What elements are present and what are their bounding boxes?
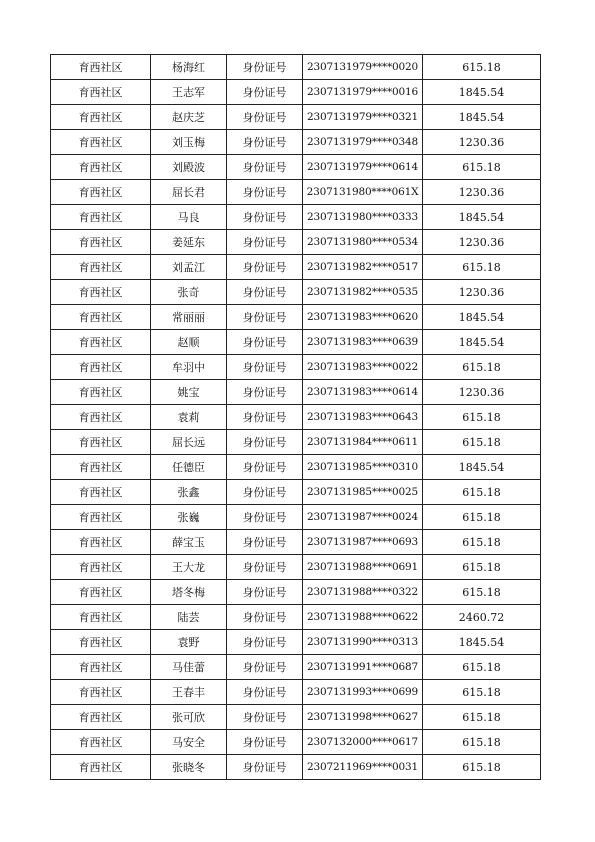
table-row (51, 580, 541, 605)
id-number-cell: 2307131982****0535 (303, 280, 423, 305)
amount-cell: 1230.36 (423, 130, 541, 155)
name-cell: 刘玉梅 (151, 130, 227, 155)
table-row (51, 330, 541, 355)
id-number-cell: 2307131983****0022 (303, 355, 423, 380)
table-row (51, 530, 541, 555)
id-type-cell: 身份证号 (227, 705, 303, 730)
amount-cell: 615.18 (423, 505, 541, 530)
document-page (50, 54, 540, 780)
community-cell: 育西社区 (51, 605, 151, 630)
amount-cell: 615.18 (423, 580, 541, 605)
table-row (51, 655, 541, 680)
community-cell: 育西社区 (51, 480, 151, 505)
amount-cell: 615.18 (423, 355, 541, 380)
table-row (51, 705, 541, 730)
community-cell: 育西社区 (51, 430, 151, 455)
id-type-cell: 身份证号 (227, 280, 303, 305)
community-cell: 育西社区 (51, 380, 151, 405)
id-type-cell: 身份证号 (227, 230, 303, 255)
table-row (51, 130, 541, 155)
name-cell: 赵顺 (151, 330, 227, 355)
amount-cell: 615.18 (423, 55, 541, 80)
table-row (51, 680, 541, 705)
name-cell: 马良 (151, 205, 227, 230)
id-type-cell: 身份证号 (227, 605, 303, 630)
community-cell: 育西社区 (51, 155, 151, 180)
id-type-cell: 身份证号 (227, 655, 303, 680)
id-number-cell: 2307131985****0025 (303, 480, 423, 505)
table-row (51, 305, 541, 330)
id-number-cell: 2307131980****061X (303, 180, 423, 205)
id-number-cell: 2307131979****0321 (303, 105, 423, 130)
id-number-cell: 2307131979****0348 (303, 130, 423, 155)
amount-cell: 1845.54 (423, 455, 541, 480)
id-number-cell: 2307131983****0614 (303, 380, 423, 405)
id-type-cell: 身份证号 (227, 380, 303, 405)
id-type-cell: 身份证号 (227, 155, 303, 180)
community-cell: 育西社区 (51, 330, 151, 355)
name-cell: 袁野 (151, 630, 227, 655)
name-cell: 张鑫 (151, 480, 227, 505)
community-cell: 育西社区 (51, 730, 151, 755)
id-type-cell: 身份证号 (227, 130, 303, 155)
name-cell: 姜延东 (151, 230, 227, 255)
id-type-cell: 身份证号 (227, 430, 303, 455)
name-cell: 任德臣 (151, 455, 227, 480)
community-cell: 育西社区 (51, 130, 151, 155)
amount-cell: 1230.36 (423, 180, 541, 205)
amount-cell: 1845.54 (423, 330, 541, 355)
name-cell: 张巍 (151, 505, 227, 530)
id-type-cell: 身份证号 (227, 205, 303, 230)
community-cell: 育西社区 (51, 255, 151, 280)
amount-cell: 1230.36 (423, 380, 541, 405)
table-row (51, 255, 541, 280)
amount-cell: 1845.54 (423, 305, 541, 330)
id-number-cell: 2307132000****0617 (303, 730, 423, 755)
id-number-cell: 2307131980****0333 (303, 205, 423, 230)
table-row (51, 430, 541, 455)
id-number-cell: 2307131988****0691 (303, 555, 423, 580)
table-row (51, 605, 541, 630)
id-number-cell: 2307131988****0322 (303, 580, 423, 605)
amount-cell: 615.18 (423, 430, 541, 455)
table-row (51, 205, 541, 230)
id-type-cell: 身份证号 (227, 180, 303, 205)
community-cell: 育西社区 (51, 55, 151, 80)
subsidy-table (50, 54, 541, 780)
amount-cell: 615.18 (423, 705, 541, 730)
id-type-cell: 身份证号 (227, 630, 303, 655)
community-cell: 育西社区 (51, 655, 151, 680)
id-number-cell: 2307131980****0534 (303, 230, 423, 255)
id-number-cell: 2307131983****0620 (303, 305, 423, 330)
id-number-cell: 2307131998****0627 (303, 705, 423, 730)
community-cell: 育西社区 (51, 505, 151, 530)
amount-cell: 615.18 (423, 555, 541, 580)
id-type-cell: 身份证号 (227, 530, 303, 555)
id-type-cell: 身份证号 (227, 55, 303, 80)
name-cell: 刘孟江 (151, 255, 227, 280)
community-cell: 育西社区 (51, 205, 151, 230)
id-number-cell: 2307131990****0313 (303, 630, 423, 655)
table-row (51, 480, 541, 505)
table-body (51, 55, 541, 780)
amount-cell: 615.18 (423, 755, 541, 780)
amount-cell: 615.18 (423, 155, 541, 180)
id-type-cell: 身份证号 (227, 505, 303, 530)
id-number-cell: 2307211969****0031 (303, 755, 423, 780)
table-row (51, 405, 541, 430)
amount-cell: 615.18 (423, 680, 541, 705)
amount-cell: 1230.36 (423, 280, 541, 305)
id-type-cell: 身份证号 (227, 730, 303, 755)
name-cell: 刘殿波 (151, 155, 227, 180)
community-cell: 育西社区 (51, 280, 151, 305)
table-row (51, 755, 541, 780)
community-cell: 育西社区 (51, 755, 151, 780)
id-number-cell: 2307131983****0639 (303, 330, 423, 355)
table-row (51, 55, 541, 80)
table-row (51, 630, 541, 655)
id-type-cell: 身份证号 (227, 755, 303, 780)
id-number-cell: 2307131988****0622 (303, 605, 423, 630)
community-cell: 育西社区 (51, 80, 151, 105)
amount-cell: 615.18 (423, 530, 541, 555)
amount-cell: 1845.54 (423, 105, 541, 130)
table-row (51, 505, 541, 530)
community-cell: 育西社区 (51, 705, 151, 730)
id-type-cell: 身份证号 (227, 405, 303, 430)
amount-cell: 615.18 (423, 255, 541, 280)
id-number-cell: 2307131979****0020 (303, 55, 423, 80)
id-type-cell: 身份证号 (227, 105, 303, 130)
community-cell: 育西社区 (51, 105, 151, 130)
name-cell: 赵庆芝 (151, 105, 227, 130)
table-row (51, 230, 541, 255)
community-cell: 育西社区 (51, 180, 151, 205)
name-cell: 王春丰 (151, 680, 227, 705)
amount-cell: 1845.54 (423, 630, 541, 655)
amount-cell: 2460.72 (423, 605, 541, 630)
id-number-cell: 2307131979****0016 (303, 80, 423, 105)
community-cell: 育西社区 (51, 455, 151, 480)
id-number-cell: 2307131993****0699 (303, 680, 423, 705)
amount-cell: 1845.54 (423, 205, 541, 230)
id-type-cell: 身份证号 (227, 255, 303, 280)
community-cell: 育西社区 (51, 555, 151, 580)
name-cell: 马佳蕾 (151, 655, 227, 680)
id-number-cell: 2307131984****0611 (303, 430, 423, 455)
id-type-cell: 身份证号 (227, 330, 303, 355)
id-type-cell: 身份证号 (227, 580, 303, 605)
name-cell: 牟羽中 (151, 355, 227, 380)
table-row (51, 80, 541, 105)
amount-cell: 615.18 (423, 405, 541, 430)
id-number-cell: 2307131991****0687 (303, 655, 423, 680)
table-row (51, 105, 541, 130)
id-number-cell: 2307131985****0310 (303, 455, 423, 480)
name-cell: 塔冬梅 (151, 580, 227, 605)
amount-cell: 615.18 (423, 655, 541, 680)
name-cell: 王志军 (151, 80, 227, 105)
community-cell: 育西社区 (51, 680, 151, 705)
id-number-cell: 2307131979****0614 (303, 155, 423, 180)
community-cell: 育西社区 (51, 530, 151, 555)
community-cell: 育西社区 (51, 580, 151, 605)
community-cell: 育西社区 (51, 305, 151, 330)
id-type-cell: 身份证号 (227, 305, 303, 330)
id-type-cell: 身份证号 (227, 680, 303, 705)
amount-cell: 1845.54 (423, 80, 541, 105)
table-row (51, 155, 541, 180)
name-cell: 姚宝 (151, 380, 227, 405)
amount-cell: 615.18 (423, 730, 541, 755)
community-cell: 育西社区 (51, 630, 151, 655)
name-cell: 陆芸 (151, 605, 227, 630)
name-cell: 常丽丽 (151, 305, 227, 330)
community-cell: 育西社区 (51, 230, 151, 255)
table-row (51, 555, 541, 580)
amount-cell: 1230.36 (423, 230, 541, 255)
community-cell: 育西社区 (51, 355, 151, 380)
name-cell: 屈长君 (151, 180, 227, 205)
id-type-cell: 身份证号 (227, 455, 303, 480)
table-row (51, 355, 541, 380)
id-type-cell: 身份证号 (227, 555, 303, 580)
id-number-cell: 2307131983****0643 (303, 405, 423, 430)
name-cell: 杨海红 (151, 55, 227, 80)
name-cell: 王大龙 (151, 555, 227, 580)
table-row (51, 380, 541, 405)
name-cell: 张可欣 (151, 705, 227, 730)
amount-cell: 615.18 (423, 480, 541, 505)
id-number-cell: 2307131987****0024 (303, 505, 423, 530)
table-row (51, 730, 541, 755)
id-type-cell: 身份证号 (227, 80, 303, 105)
name-cell: 屈长远 (151, 430, 227, 455)
table-row (51, 280, 541, 305)
name-cell: 袁莉 (151, 405, 227, 430)
name-cell: 张奇 (151, 280, 227, 305)
name-cell: 薛宝玉 (151, 530, 227, 555)
table-row (51, 180, 541, 205)
id-type-cell: 身份证号 (227, 355, 303, 380)
id-number-cell: 2307131987****0693 (303, 530, 423, 555)
community-cell: 育西社区 (51, 405, 151, 430)
id-type-cell: 身份证号 (227, 480, 303, 505)
name-cell: 张晓冬 (151, 755, 227, 780)
id-number-cell: 2307131982****0517 (303, 255, 423, 280)
name-cell: 马安全 (151, 730, 227, 755)
table-row (51, 455, 541, 480)
